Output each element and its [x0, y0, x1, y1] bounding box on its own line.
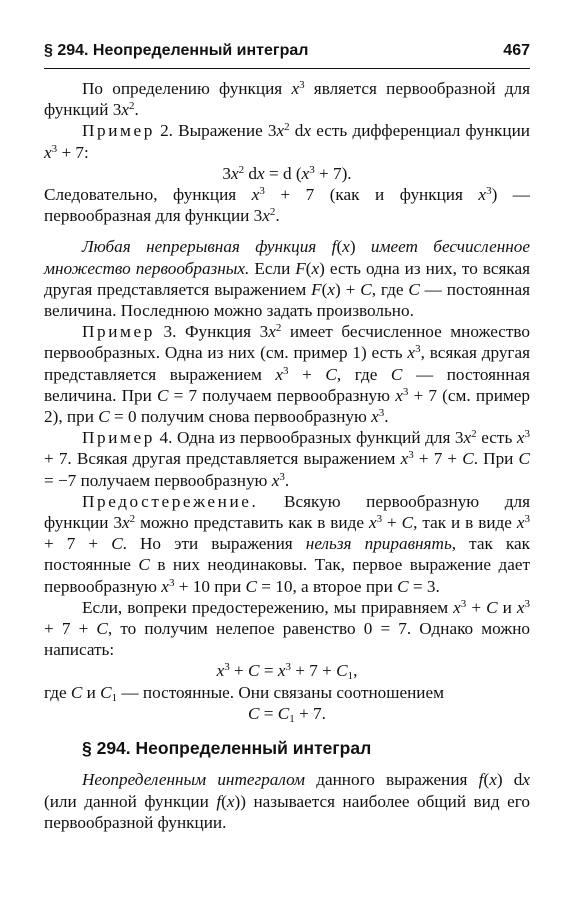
- paragraph: Следовательно, функция $x^3 + 7$ (как и функция $x^3$) — первообразная для функции $3x^2$.: [44, 185, 530, 226]
- paragraph: Неопределенным интегралом данного выражения f(x) dx (или данной функции f(x)) называется наиболее общий вид его первообразной функции.: [44, 770, 530, 832]
- formula: $C = C_1 + 7$.: [248, 703, 326, 725]
- paragraph: Пример 3. Функция $3x^2$ имеет бесчисленное множество первообразных. Одна из них (см. пример 1) есть $x^3$, всякая другая представляется выражением $x^3 + C$, где C — постоянная величина. При C = 7 получаем первообразную $x^3 + 7$ (см. пример 2), при C = 0 получим снова первообразную $x^3$.: [44, 322, 530, 427]
- paragraph: Пример 2. Выражение $3x^2$ dx есть дифференциал функции $x^3 + 7$:: [44, 121, 530, 162]
- paragraph: По определению функция $x^3$ является первообразной для функций $3x^2$.: [44, 79, 530, 120]
- running-header: [44, 38, 530, 69]
- formula: $x^3 + C = x^3 + 7 + C_1$,: [216, 661, 358, 683]
- section-heading: § 294. Неопределенный интеграл: [82, 738, 372, 759]
- paragraph: Если, вопреки предостережению, мы приравняем $x^3 + C$ и $x^3 + 7 + C$, то получим нелепое равенство 0 = 7. Однако можно написать:: [44, 597, 530, 660]
- formula: $3x^2$ dx = d $(x^3 + 7)$.: [222, 163, 352, 183]
- running-header-title: § 294. Неопределенный интеграл: [44, 42, 309, 59]
- paragraph: Предостережение. Всякую первообразную для функции $3x^2$ можно представить как в виде $x^3 + C$, так и в виде $x^3 + 7 + C$. Но эти выражения нельзя приравнять, так как постоянные C в них неодинаковы. Так, первое выражение дает первообразную $x^3 + 10$ при C = 10, а второе при C = 3.: [44, 491, 531, 596]
- page-number: 467: [503, 42, 530, 59]
- paragraph: где C и $C_1$ — постоянные. Они связаны соотношением: [44, 682, 445, 704]
- paragraph: Пример 4. Одна из первообразных функций для $3x^2$ есть $x^3 + 7$. Всякая другая представляется выражением $x^3 + 7 + C$. При C = −7 получаем первообразную $x^3$.: [44, 428, 530, 490]
- page-body: [44, 78, 530, 833]
- paragraph: Любая непрерывная функция f(x) имеет бесчисленное множество первообразных. Если F(x) есть одна из них, то всякая другая представляется выражением F(x) + C, где C — постоянная величина. Последнюю можно задать произвольно.: [44, 237, 530, 321]
